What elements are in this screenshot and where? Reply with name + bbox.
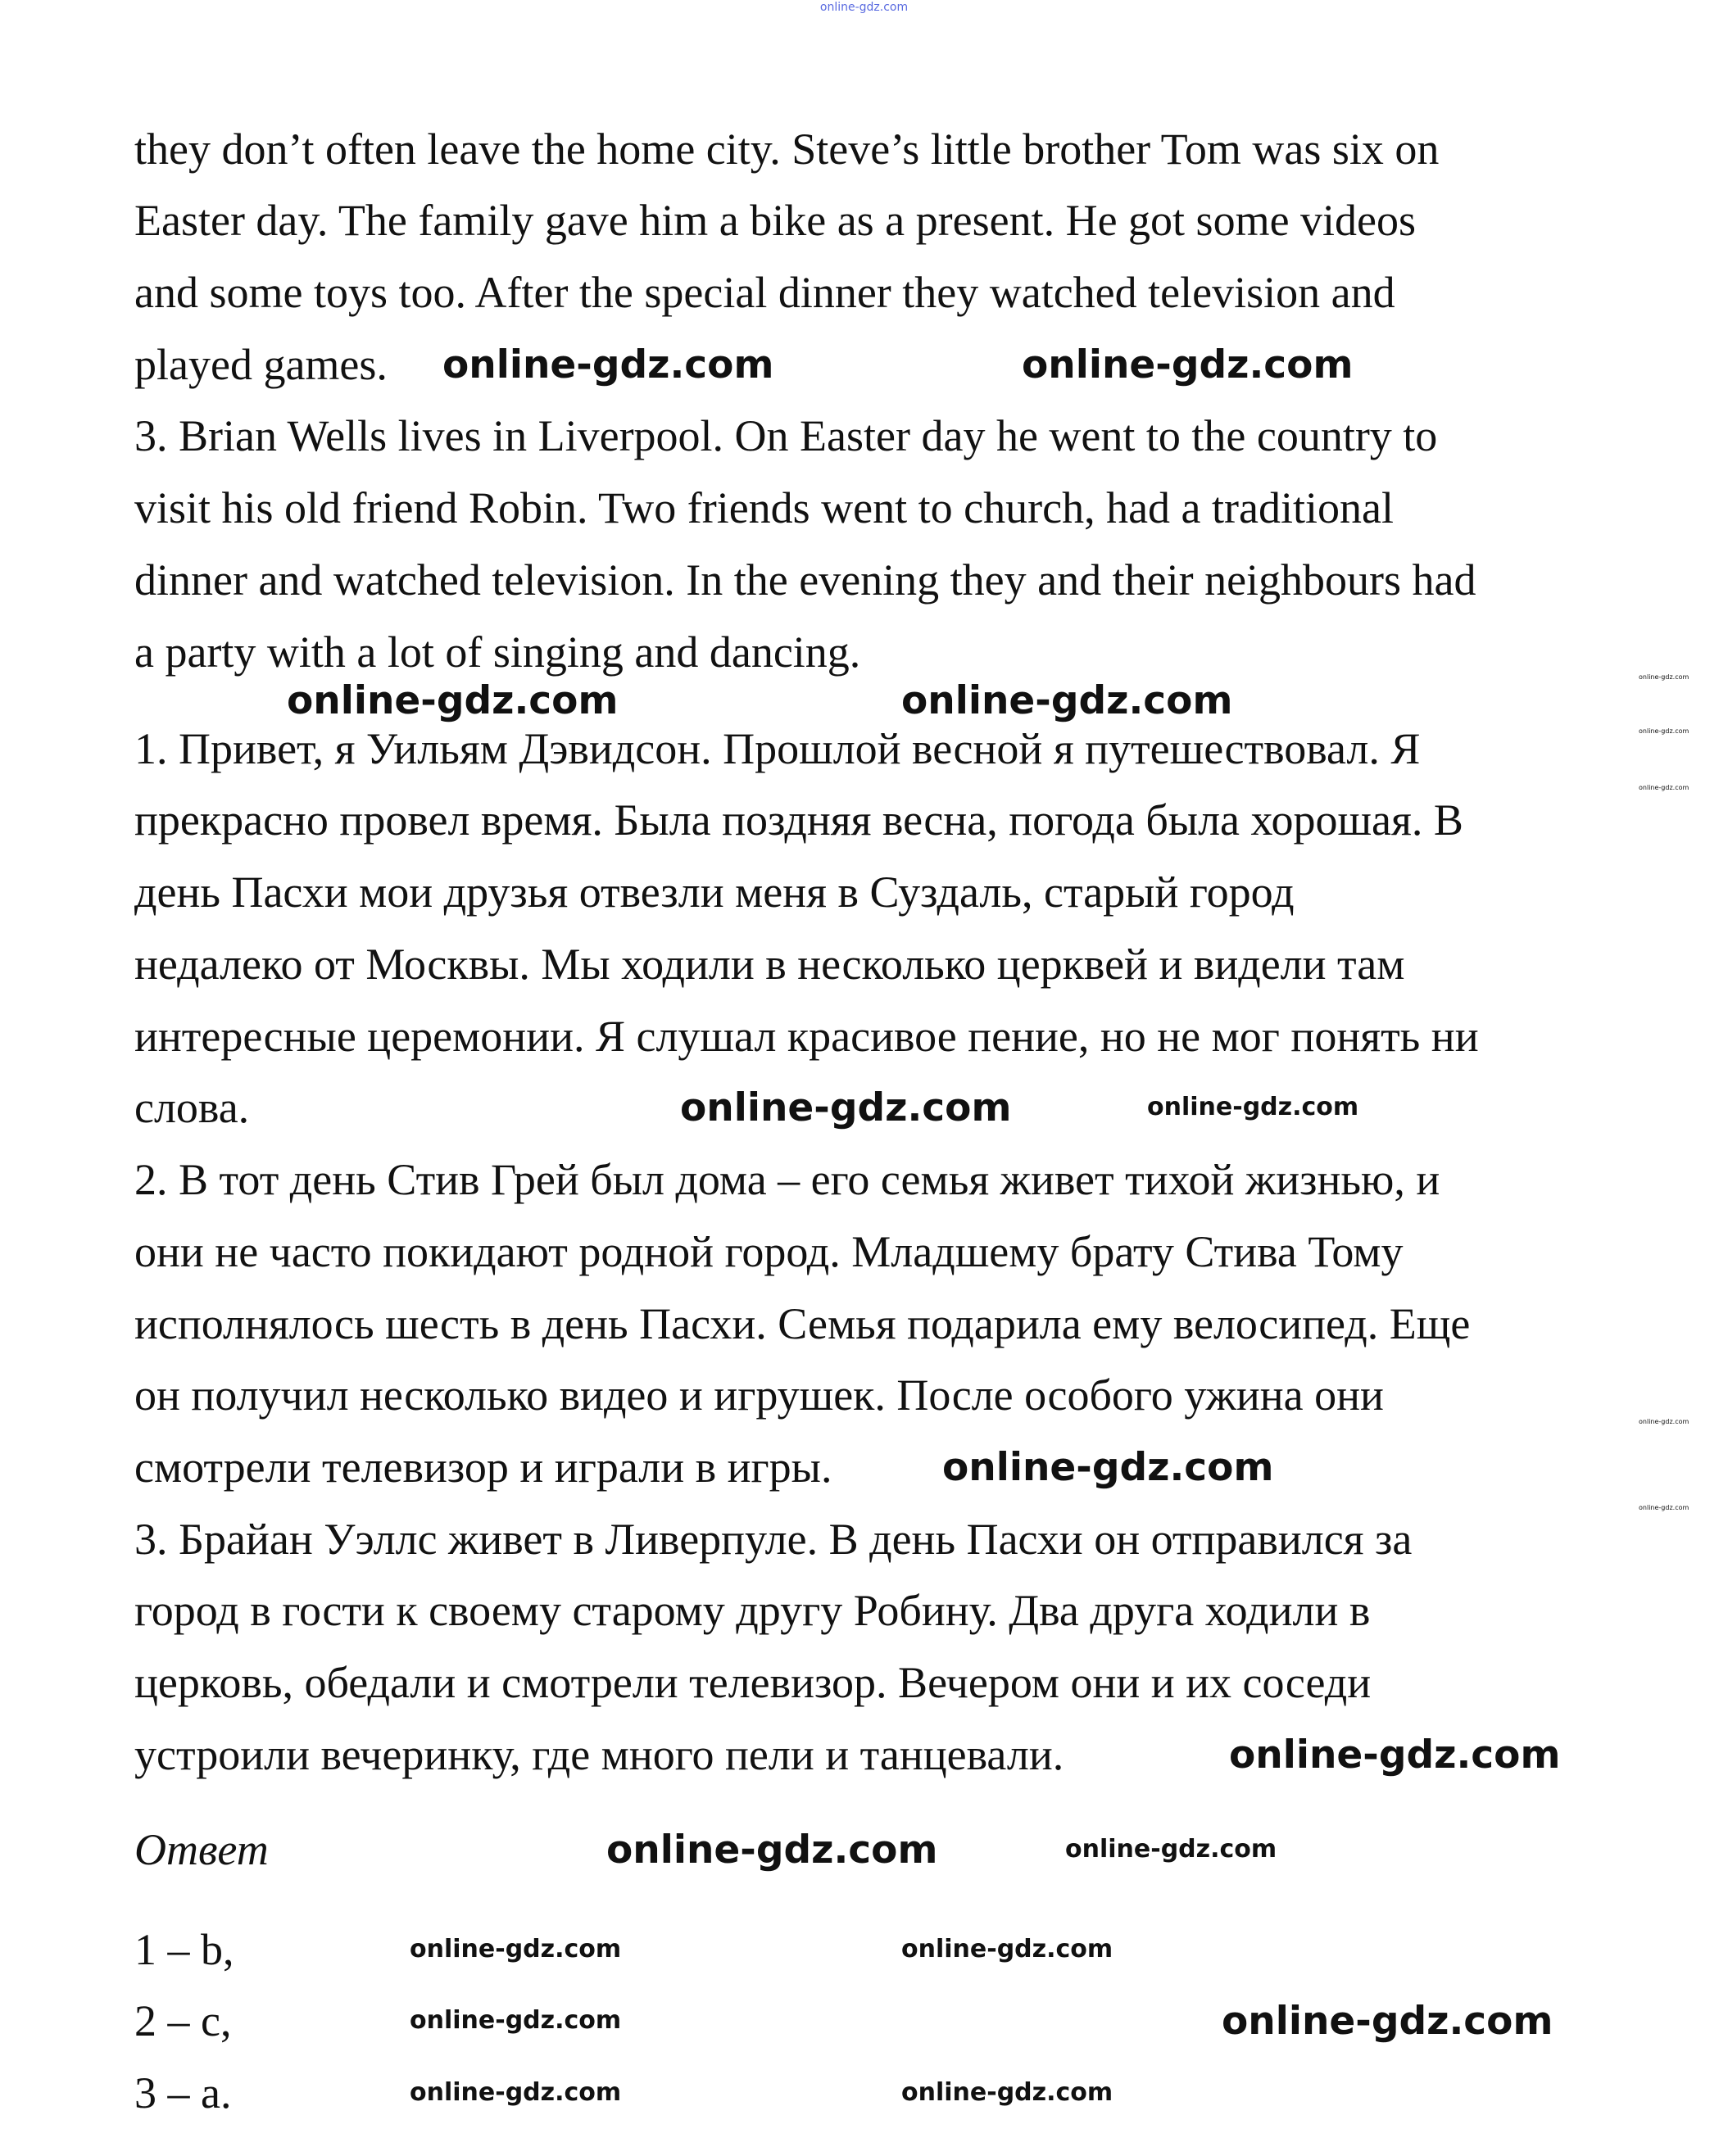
english-text-line: visit his old friend Robin. Two friends went to church, had a traditional: [134, 483, 1394, 532]
russian-text-line: он получил несколько видео и игрушек. После особого ужина они: [134, 1370, 1384, 1420]
russian-text-line: город в гости к своему старому другу Робину. Два друга ходили в: [134, 1586, 1371, 1635]
watermark: online-gdz.com: [1065, 1835, 1277, 1864]
russian-text-line: день Пасхи мои друзья отвезли меня в Суздаль, старый город: [134, 867, 1295, 917]
english-text-line: Easter day. The family gave him a bike as a present. He got some videos: [134, 196, 1417, 245]
russian-text-line: устроили вечеринку, где много пели и танцевали.: [134, 1730, 1064, 1779]
russian-text-line: церковь, обедали и смотрели телевизор. Вечером они и их соседи: [134, 1658, 1372, 1707]
russian-text-line: недалеко от Москвы. Мы ходили в несколько церквей и видели там: [134, 940, 1405, 989]
watermark: online-gdz.com: [606, 1828, 938, 1873]
russian-text-line: 1. Привет, я Уильям Дэвидсон. Прошлой весной я путешествовал. Я: [134, 724, 1421, 773]
watermark: online-gdz.com: [287, 678, 619, 723]
english-text-line: 3. Brian Wells lives in Liverpool. On Easter day he went to the country to: [134, 411, 1438, 460]
russian-text-line: 2. В тот день Стив Грей был дома – его семья живет тихой жизнью, и: [134, 1155, 1440, 1204]
english-text-line: they don’t often leave the home city. Steve’s little brother Tom was six on: [134, 125, 1440, 174]
russian-text-line: интересные церемонии. Я слушал красивое пение, но не мог понять ни: [134, 1012, 1479, 1061]
watermark: online-gdz.com: [410, 2078, 622, 2107]
watermark: online-gdz.com: [901, 678, 1233, 723]
watermark: online-gdz.com: [680, 1085, 1012, 1130]
watermark: online-gdz.com: [410, 2006, 622, 2035]
watermark: online-gdz.com: [901, 2078, 1113, 2107]
russian-text-line: они не часто покидают родной город. Младшему брату Стива Тому: [134, 1227, 1404, 1276]
watermark: online-gdz.com: [442, 342, 774, 387]
english-text-line: dinner and watched television. In the evening they and their neighbours had: [134, 555, 1476, 605]
russian-text-line: прекрасно провел время. Была поздняя весна, погода была хорошая. В: [134, 795, 1463, 845]
answer-heading: Ответ: [134, 1825, 269, 1874]
answer-item: 2 – c,: [134, 1996, 232, 2045]
watermark: online-gdz.com: [1639, 784, 1689, 791]
watermark: online-gdz.com: [1222, 1999, 1553, 2044]
russian-text-line: 3. Брайан Уэллс живет в Ливерпуле. В день Пасхи он отправился за: [134, 1515, 1413, 1564]
english-text-line: and some toys too. After the special dinner they watched television and: [134, 268, 1395, 317]
watermark: online-gdz.com: [1229, 1732, 1561, 1778]
answer-item: 1 – b,: [134, 1925, 234, 1974]
watermark: online-gdz.com: [1639, 1418, 1689, 1425]
russian-text-line: смотрели телевизор и играли в игры.: [134, 1443, 832, 1492]
watermark: online-gdz.com: [1639, 1504, 1689, 1511]
watermark: online-gdz.com: [410, 1935, 622, 1964]
watermark: online-gdz.com: [1022, 342, 1354, 387]
watermark: online-gdz.com: [942, 1445, 1274, 1490]
top-watermark: online-gdz.com: [819, 1, 909, 14]
russian-text-line: слова.: [134, 1083, 250, 1132]
russian-text-line: исполнялось шесть в день Пасхи. Семья подарила ему велосипед. Еще: [134, 1299, 1471, 1348]
watermark: online-gdz.com: [1639, 673, 1689, 681]
english-text-line: a party with a lot of singing and dancing.: [134, 627, 861, 677]
watermark: online-gdz.com: [1639, 727, 1689, 735]
answer-item: 3 – a.: [134, 2068, 232, 2118]
watermark: online-gdz.com: [1147, 1093, 1359, 1121]
watermark: online-gdz.com: [901, 1935, 1113, 1964]
english-text-line: played games.: [134, 340, 388, 389]
